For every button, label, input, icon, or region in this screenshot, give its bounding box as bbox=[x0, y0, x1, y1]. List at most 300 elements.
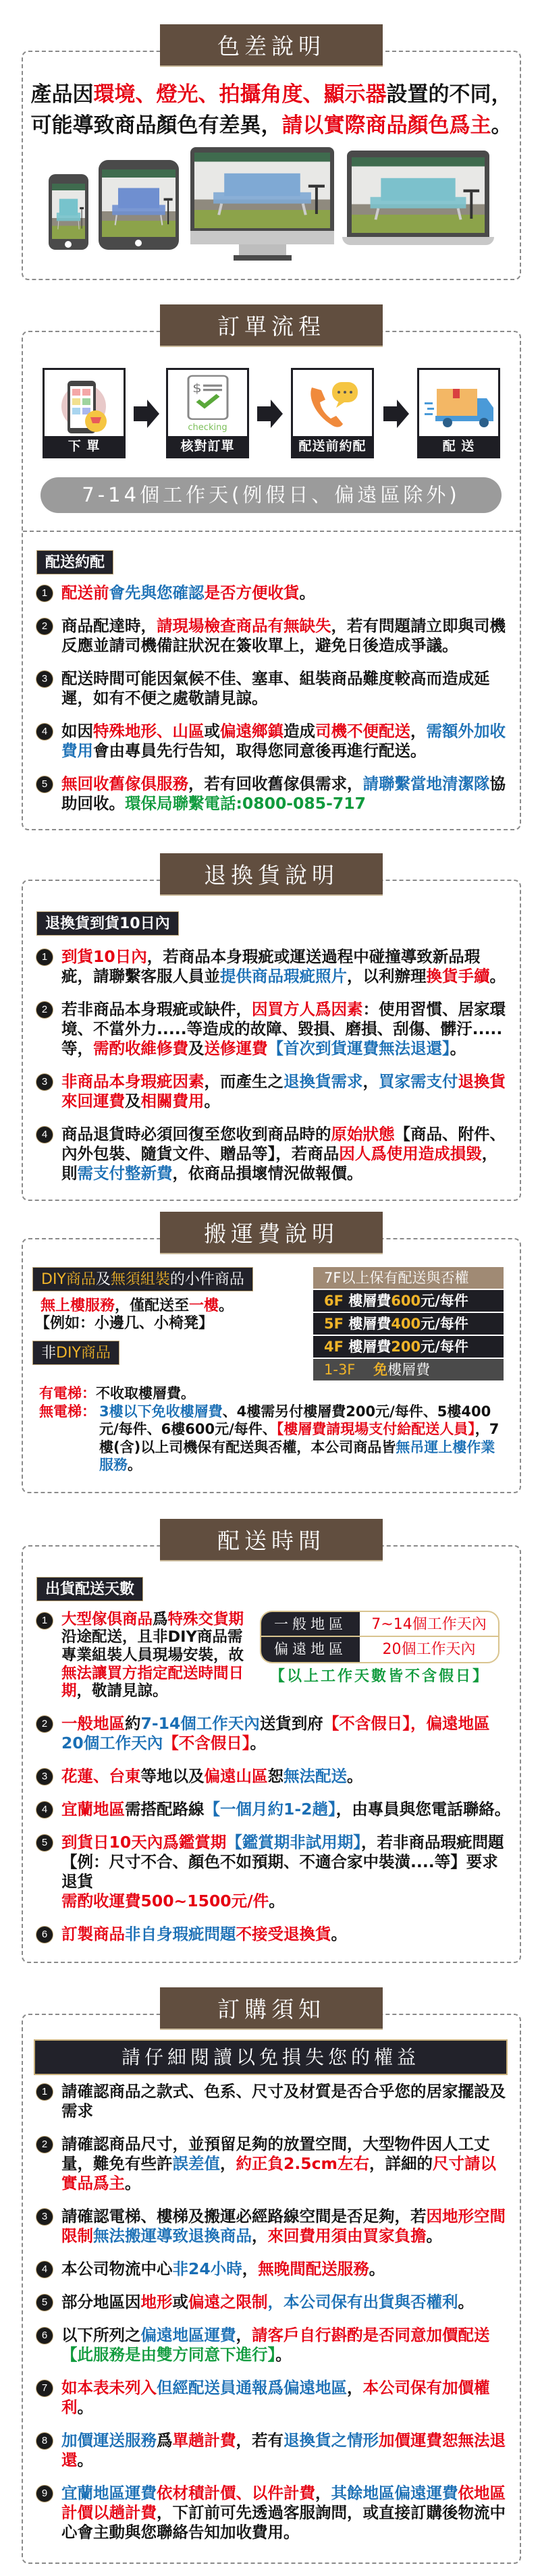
item-text bbox=[61, 1925, 511, 1944]
text-segment: ，若有回收舊傢俱需求， bbox=[188, 774, 363, 793]
text-segment: 設置的不同， bbox=[386, 82, 512, 107]
order-notice-box bbox=[22, 1996, 521, 2564]
text-segment: 本公司保有加價權利 bbox=[61, 2378, 490, 2417]
text-segment: 無法搬運導致退換商品 bbox=[93, 2226, 252, 2246]
list-item bbox=[36, 1714, 511, 1753]
item-text bbox=[61, 2135, 511, 2193]
item-text bbox=[61, 774, 511, 813]
text-segment: 如因 bbox=[61, 722, 93, 741]
text-segment: 依地區計價以趟計費 bbox=[61, 2484, 506, 2523]
text-segment: 大型傢俱商品 bbox=[61, 1610, 153, 1628]
text-segment: 無法讓買方指定配送時間日期 bbox=[61, 1664, 244, 1700]
text-segment: DIY商品 bbox=[56, 1345, 111, 1362]
list-item bbox=[36, 2431, 511, 2470]
text-segment: 配送前 bbox=[61, 583, 109, 602]
free-badge: 免 bbox=[373, 1362, 388, 1378]
region-column bbox=[260, 1611, 500, 1701]
item-number: 3 bbox=[36, 671, 53, 687]
delivery-truck-icon bbox=[423, 386, 496, 431]
text-segment: 。 bbox=[299, 583, 315, 602]
text-segment: ，7樓(含)以上司機保有配送與否權，本公司商品皆 bbox=[99, 1421, 500, 1455]
item-text bbox=[61, 722, 511, 761]
text-segment: 原始狀態 bbox=[331, 1125, 395, 1144]
floor: 1-3F bbox=[324, 1362, 356, 1378]
text-segment: 送貨到府 bbox=[259, 1714, 323, 1734]
text-segment: 爲 bbox=[157, 2431, 173, 2450]
floor-fee-row bbox=[313, 1290, 504, 1312]
text-segment: 。 bbox=[219, 1297, 234, 1314]
regions-note: 【以上工作天數皆不含假日】 bbox=[269, 1667, 489, 1685]
device-images bbox=[23, 147, 520, 265]
list-item bbox=[36, 669, 511, 708]
text-segment: 因買方人爲因素 bbox=[252, 1000, 363, 1019]
text-segment: 一樓 bbox=[189, 1297, 219, 1314]
text-segment: 【鑑賞期非試用期】 bbox=[226, 1833, 361, 1852]
text-segment: 無晚間配送服務 bbox=[258, 2259, 369, 2279]
text-segment: 請確認電梯、樓梯及搬運必經路線空間是否足夠，若 bbox=[61, 2207, 427, 2226]
region-name: 偏遠地區 bbox=[261, 1637, 360, 1662]
text-segment: 換貨手續 bbox=[426, 967, 490, 986]
appointment-section bbox=[23, 532, 520, 813]
list-item bbox=[36, 1800, 511, 1819]
elevator-label: 有電梯： bbox=[39, 1385, 96, 1401]
tablet-device-image bbox=[99, 160, 179, 250]
text-segment: 。 bbox=[369, 2259, 385, 2279]
text-segment: ，則 bbox=[61, 1144, 498, 1183]
text-segment: 無須組裝 bbox=[110, 1271, 170, 1288]
returns-title: 退換貨說明 bbox=[160, 853, 383, 896]
order-notice-banner: 請仔細閱讀以免損失您的權益 bbox=[34, 2039, 508, 2075]
text-segment: ，而產生之 bbox=[204, 1072, 284, 1091]
carry-fee-box bbox=[22, 1220, 521, 1493]
text-segment: 到貨10日內 bbox=[61, 947, 147, 966]
color-note-line bbox=[23, 79, 520, 110]
text-segment: ，以利辦理 bbox=[347, 967, 427, 986]
list-item bbox=[36, 1072, 511, 1111]
returns-label: 退換貨到貨10日內 bbox=[36, 911, 179, 936]
text-segment: 但經配送員通報爲偏遠地區 bbox=[157, 2378, 347, 2398]
text-segment: ，僅配送至 bbox=[115, 1297, 190, 1314]
text-segment: 偏遠之限制 bbox=[188, 2292, 268, 2312]
text-segment: 一般地區 bbox=[61, 1714, 125, 1734]
text-segment: 需搭配路線 bbox=[125, 1800, 205, 1819]
delivery-time-box bbox=[22, 1527, 521, 1964]
floor-fee-row bbox=[313, 1313, 504, 1335]
text-segment: 或 bbox=[172, 2292, 188, 2312]
delivery-time-list bbox=[23, 1714, 520, 1944]
text-segment: 。 bbox=[125, 2174, 141, 2193]
item-number: 5 bbox=[36, 1835, 53, 1851]
text-segment: 爲 bbox=[153, 1610, 168, 1628]
item-number: 5 bbox=[36, 2295, 53, 2311]
item-number: 4 bbox=[36, 1802, 53, 1818]
fee-label: 樓層費 bbox=[348, 1339, 392, 1355]
text-segment: 產品因 bbox=[30, 82, 94, 107]
text-segment: 訂製商品 bbox=[61, 1925, 125, 1944]
fee-amount: 200 bbox=[391, 1339, 421, 1355]
checking-text: checking bbox=[188, 423, 227, 433]
color-note-line bbox=[23, 110, 520, 141]
text-segment: 商品配達時， bbox=[61, 616, 157, 635]
text-segment: 特殊交貨期 bbox=[167, 1610, 244, 1628]
carry-fee-title: 搬運費說明 bbox=[160, 1212, 383, 1254]
list-item bbox=[36, 583, 511, 603]
diy-text bbox=[32, 1297, 313, 1315]
phone-cart-icon bbox=[57, 375, 112, 436]
elevator-row bbox=[39, 1385, 520, 1403]
text-segment: 會先與您確認 bbox=[109, 583, 205, 602]
text-segment: 3樓以下免收樓層費 bbox=[99, 1403, 223, 1420]
sofa-photo bbox=[102, 169, 176, 237]
text-segment: 【一個月約1-2趟】 bbox=[204, 1800, 336, 1819]
arrow-right-icon bbox=[383, 400, 410, 428]
text-segment: DIY商品 bbox=[41, 1271, 96, 1288]
item-text bbox=[61, 1800, 511, 1819]
list-item bbox=[36, 2326, 511, 2365]
text-segment: 請現場檢查商品有無缺失 bbox=[157, 616, 331, 635]
text-segment: 送修運費 bbox=[204, 1039, 268, 1058]
region-row bbox=[261, 1612, 498, 1637]
region-days: 7~14個工作天內 bbox=[371, 1615, 487, 1633]
text-segment: 非 bbox=[41, 1345, 57, 1362]
laptop-device-image bbox=[342, 151, 494, 246]
text-segment: 不接受退換貨 bbox=[236, 1925, 331, 1944]
item-text bbox=[61, 2378, 511, 2417]
list-item bbox=[36, 1611, 246, 1701]
text-segment: 【樓層費請現場支付給配送人員】 bbox=[276, 1421, 475, 1437]
fee-amount: 400 bbox=[391, 1316, 421, 1332]
text-segment: 相關費用 bbox=[140, 1092, 205, 1110]
non-diy-label bbox=[32, 1341, 119, 1365]
text-segment: 。 bbox=[77, 2450, 93, 2470]
text-segment: 偏遠地區運費 bbox=[140, 2326, 236, 2345]
duration-pill: 7-14個工作天(例假日、偏遠區除外) bbox=[40, 477, 502, 513]
list-item bbox=[36, 2292, 511, 2312]
fee-unit: 元/每件 bbox=[421, 1339, 468, 1355]
item-number: 7 bbox=[36, 2380, 53, 2396]
step-place-order bbox=[43, 368, 126, 458]
text-segment: 及 bbox=[95, 1271, 111, 1288]
text-segment: ，下訂前可先透過客服詢問，或直接訂購後物流中心會主動與您聯絡告知加收費用。 bbox=[61, 2503, 506, 2542]
text-segment: 特殊地形、山區 bbox=[93, 722, 205, 741]
item-number: 4 bbox=[36, 1127, 53, 1143]
item-text bbox=[61, 2207, 511, 2246]
item-text bbox=[61, 1611, 246, 1701]
list-item bbox=[36, 1925, 511, 1944]
item-number: 3 bbox=[36, 2209, 53, 2225]
item-number: 2 bbox=[36, 2137, 53, 2153]
text-segment: 恕 bbox=[267, 1767, 284, 1786]
first-item-column bbox=[23, 1611, 260, 1701]
text-segment: 誤差值 bbox=[172, 2154, 220, 2174]
text-segment: ， bbox=[242, 2259, 259, 2279]
no-elevator-label: 無電梯： bbox=[39, 1403, 96, 1420]
text-segment: ， bbox=[347, 2378, 363, 2398]
text-segment: 宜蘭地區運費 bbox=[61, 2484, 157, 2503]
text-segment: 非24小時 bbox=[172, 2259, 242, 2279]
text-segment: 的小件商品 bbox=[169, 1271, 244, 1288]
item-number: 1 bbox=[36, 1613, 53, 1629]
order-flow-box bbox=[22, 313, 521, 830]
text-segment: 如本表未列入 bbox=[61, 2378, 157, 2398]
text-segment: 。 bbox=[458, 2292, 474, 2312]
text-segment: 無吊運上樓作業服務 bbox=[99, 1439, 495, 1473]
text-segment: ，本公司保有出貨與否權利 bbox=[267, 2292, 458, 2312]
floor-fee-row bbox=[313, 1336, 504, 1358]
diy-label bbox=[32, 1267, 253, 1291]
fee-amount: 600 bbox=[391, 1293, 421, 1309]
text-segment: 、4樓需另付樓層費200元/每件、5樓400元/每件、6樓600元/每件、 bbox=[99, 1403, 491, 1437]
fee-unit: 元/每件 bbox=[421, 1293, 468, 1309]
region-name: 一般地區 bbox=[261, 1612, 360, 1636]
text-segment: 其餘地區偏遠運費 bbox=[331, 2484, 458, 2503]
region-days: 20個工作天內 bbox=[382, 1640, 476, 1658]
text-segment: 加價運送服務 bbox=[61, 2431, 157, 2450]
text-segment: 到貨日10天內爲鑑賞期 bbox=[61, 1833, 227, 1852]
arrow-right-icon bbox=[257, 400, 284, 428]
text-segment: 。 bbox=[128, 1457, 142, 1473]
item-number: 2 bbox=[36, 1002, 53, 1018]
text-segment: 加價運費恕無法退還 bbox=[61, 2431, 506, 2470]
step-label: 配 送 bbox=[419, 436, 498, 456]
item-number: 8 bbox=[36, 2433, 53, 2449]
item-number: 1 bbox=[36, 585, 53, 601]
text-segment: 需支付整新費 bbox=[77, 1164, 173, 1183]
item-text bbox=[61, 2082, 511, 2121]
delivery-time-top bbox=[23, 1611, 520, 1701]
step-appointment bbox=[291, 368, 374, 458]
order-flow-title: 訂單流程 bbox=[160, 304, 383, 347]
returns-box bbox=[22, 862, 521, 1201]
item-text bbox=[61, 2326, 511, 2365]
sofa-photo bbox=[194, 153, 330, 228]
text-segment: ：使用習慣、居家環境、不當外力.....等造成的故障、毀損、磨損、刮傷、髒汙.....等， bbox=[61, 1000, 506, 1058]
fee-label: 樓層費 bbox=[387, 1362, 431, 1378]
text-segment: 或 bbox=[204, 722, 220, 741]
carry-fee-top bbox=[23, 1267, 520, 1382]
text-segment: 是否方便收貨 bbox=[204, 583, 300, 602]
delivery-days-label: 出貨配送天數 bbox=[36, 1577, 143, 1601]
list-item bbox=[36, 722, 511, 761]
item-number: 2 bbox=[36, 1716, 53, 1732]
checking-notepad-icon bbox=[186, 373, 230, 421]
text-segment: 無法配送 bbox=[284, 1767, 347, 1786]
item-text bbox=[61, 2431, 511, 2470]
item-text bbox=[61, 1833, 511, 1911]
order-notice-list bbox=[23, 2082, 520, 2542]
text-segment: 【此服務是由雙方同意下進行】 bbox=[61, 2345, 276, 2365]
list-item bbox=[36, 1833, 511, 1911]
text-segment: 協助回收。 bbox=[61, 774, 506, 813]
item-text bbox=[61, 669, 511, 708]
text-segment: 【不含假日】 bbox=[163, 1734, 250, 1753]
text-segment: 請客戶自行斟酌是否同意加價配送 bbox=[252, 2326, 490, 2345]
text-segment: ， bbox=[362, 1072, 379, 1091]
phone-device-image bbox=[49, 174, 88, 250]
text-segment: 7-14個工作天內 bbox=[140, 1714, 260, 1734]
text-segment: 。 bbox=[347, 1767, 363, 1786]
color-note-title: 色差說明 bbox=[160, 24, 383, 67]
item-text bbox=[61, 1714, 511, 1753]
text-segment: 約正負2.5cm左右 bbox=[236, 2154, 370, 2174]
text-segment: 無上樓服務 bbox=[40, 1297, 115, 1314]
order-notice-title: 訂購須知 bbox=[160, 1987, 383, 2030]
text-segment: 配送時間可能因氣候不佳、塞車、組裝商品難度較高而造成延遲，如有不便之處敬請見諒。 bbox=[61, 669, 490, 707]
text-segment: 。 bbox=[204, 1092, 220, 1110]
text-segment: ，敬請見諒。 bbox=[76, 1682, 168, 1700]
floor-fee-table bbox=[313, 1267, 504, 1382]
text-segment: 退換貨需求 bbox=[284, 1072, 363, 1091]
text-segment: 尺寸請以實品爲主 bbox=[61, 2154, 497, 2193]
text-segment: ，若有問題請立即與司機反應並請司機備註狀況在簽收單上，避免日後造成爭議。 bbox=[61, 616, 506, 655]
sofa-photo bbox=[52, 184, 85, 239]
text-segment: 【商品、附件、內外包裝、隨貨文件、贈品等】，若商品 bbox=[61, 1125, 506, 1163]
item-number: 6 bbox=[36, 1927, 53, 1943]
returns-list bbox=[36, 947, 520, 1183]
appointment-label: 配送約配 bbox=[36, 550, 113, 574]
text-segment: 。 bbox=[77, 2398, 93, 2417]
step-label: 核對訂單 bbox=[168, 436, 247, 456]
text-segment: 因地形空間限制 bbox=[61, 2207, 506, 2246]
list-item bbox=[36, 2135, 511, 2193]
list-item bbox=[36, 2259, 511, 2279]
list-item bbox=[36, 2378, 511, 2417]
text-segment: 因人爲使用造成損毀 bbox=[339, 1144, 482, 1163]
item-number: 4 bbox=[36, 724, 53, 740]
floor-fee-free-row bbox=[313, 1359, 504, 1380]
color-note-box bbox=[22, 33, 521, 280]
text-segment: 及 bbox=[125, 1092, 141, 1110]
item-text bbox=[61, 1125, 511, 1183]
no-elevator-text bbox=[99, 1403, 508, 1474]
list-item bbox=[36, 1000, 511, 1058]
text-segment: 若非商品本身瑕疵或缺件， bbox=[61, 1000, 252, 1019]
item-number: 1 bbox=[36, 949, 53, 965]
delivery-time-title: 配送時間 bbox=[160, 1519, 383, 1561]
item-text bbox=[61, 947, 511, 986]
item-text bbox=[61, 583, 511, 603]
order-flow-steps bbox=[23, 332, 520, 532]
text-segment: 單趟計費 bbox=[172, 2431, 236, 2450]
item-number: 5 bbox=[36, 776, 53, 793]
text-segment: 提供商品瑕疵照片 bbox=[220, 967, 347, 986]
text-segment: ， bbox=[236, 2326, 252, 2345]
arrow-right-icon bbox=[134, 400, 161, 428]
text-segment: 買家需支付 bbox=[379, 1072, 458, 1091]
text-segment: ，詳細的 bbox=[369, 2154, 433, 2174]
text-segment: 來回費用須由買家負擔 bbox=[267, 2226, 427, 2246]
floor: 6F bbox=[324, 1293, 344, 1309]
diy-column bbox=[23, 1267, 313, 1382]
floor: 5F bbox=[324, 1316, 344, 1332]
list-item bbox=[36, 774, 511, 813]
text-segment: 需酌收運費500~1500元/件 bbox=[61, 1891, 269, 1911]
item-text bbox=[61, 2259, 511, 2279]
step-delivery bbox=[417, 368, 500, 458]
list-item bbox=[36, 2082, 511, 2121]
text-segment: 宜蘭地區 bbox=[61, 1800, 125, 1819]
text-segment: 。 bbox=[275, 2345, 292, 2365]
text-segment: 約 bbox=[125, 1714, 141, 1734]
item-text bbox=[61, 2292, 511, 2312]
item-number: 2 bbox=[36, 618, 53, 635]
text-segment: 依材積計價、以件計費 bbox=[157, 2484, 315, 2503]
item-text bbox=[61, 1000, 511, 1058]
list-item bbox=[36, 2207, 511, 2246]
step-check-order bbox=[166, 368, 249, 458]
text-segment: 。 bbox=[426, 2226, 442, 2246]
text-segment: 及 bbox=[188, 1039, 205, 1058]
item-text bbox=[61, 616, 511, 655]
region-days-table bbox=[260, 1611, 500, 1663]
floor-fee-header: 7F以上保有配送與否權 bbox=[313, 1267, 504, 1289]
text-segment: 請確認商品尺寸，並預留足夠的放置空間，大型物件因人工丈量，難免有些許 bbox=[61, 2135, 490, 2174]
item-number: 3 bbox=[36, 1769, 53, 1785]
text-segment: 花蓮、台東 bbox=[61, 1767, 141, 1786]
text-segment: ，若有 bbox=[236, 2431, 284, 2450]
appointment-list bbox=[36, 583, 520, 813]
list-item bbox=[36, 1125, 511, 1183]
region-row bbox=[261, 1637, 498, 1662]
fee-label: 樓層費 bbox=[348, 1293, 392, 1309]
text-segment: 【不含假日】，偏遠地區 bbox=[323, 1714, 490, 1734]
text-segment: 司機不便配送 bbox=[315, 722, 410, 741]
text-segment: 【首次到貨運費無法退還】 bbox=[267, 1039, 450, 1058]
text-segment: 。 bbox=[489, 967, 506, 986]
fee-unit: 元/每件 bbox=[421, 1316, 468, 1332]
floor: 4F bbox=[324, 1339, 344, 1355]
text-segment: 本公司物流中心 bbox=[61, 2259, 173, 2279]
text-segment: 20個工作天內 bbox=[61, 1734, 163, 1753]
text-segment: 退換貨來回運費 bbox=[61, 1072, 506, 1110]
text-segment: 造成 bbox=[284, 722, 315, 741]
text-segment: 以下所列之 bbox=[61, 2326, 141, 2345]
list-item bbox=[36, 616, 511, 655]
text-segment: 部分地區因 bbox=[61, 2292, 141, 2312]
text-segment: 需額外加收費用 bbox=[61, 722, 506, 760]
text-segment: ， bbox=[220, 2154, 236, 2174]
text-segment: 環境、燈光、拍攝角度、顯示器 bbox=[93, 82, 387, 107]
text-segment: 環保局聯繫電話:0800-085-717 bbox=[125, 794, 366, 813]
elevator-text: 不收取樓層費。 bbox=[96, 1385, 195, 1401]
text-segment: 無回收舊傢俱服務 bbox=[61, 774, 188, 793]
phone-call-icon bbox=[306, 379, 360, 433]
step-label: 下 單 bbox=[45, 436, 124, 456]
text-segment: 退換貨之情形 bbox=[284, 2431, 379, 2450]
text-segment: 偏遠山區 bbox=[204, 1767, 268, 1786]
list-item bbox=[36, 947, 511, 986]
diy-example: 【例如：小邊几、小椅凳】 bbox=[35, 1315, 214, 1332]
text-segment: 沿途配送，且非DIY商品需專業組裝人員現場安裝，故 bbox=[61, 1628, 244, 1664]
text-segment: 。 bbox=[331, 1925, 347, 1944]
list-item bbox=[36, 2484, 511, 2542]
item-number: 3 bbox=[36, 1074, 53, 1090]
text-segment: ，由專員與您電話聯絡。 bbox=[335, 1800, 511, 1819]
text-segment: 可能導致商品顏色有差異， bbox=[30, 113, 282, 138]
text-segment: 。 bbox=[250, 1734, 266, 1753]
item-number: 6 bbox=[36, 2328, 53, 2344]
text-segment: ， bbox=[315, 2484, 331, 2503]
list-item bbox=[36, 1767, 511, 1786]
fee-label: 樓層費 bbox=[348, 1316, 392, 1332]
text-segment: 會由專員先行告知，取得您同意後再進行配送。 bbox=[93, 741, 427, 760]
sofa-photo bbox=[352, 157, 485, 233]
text-segment: 非商品本身瑕疵因素 bbox=[61, 1072, 205, 1091]
item-number: 4 bbox=[36, 2261, 53, 2278]
text-segment: ， bbox=[410, 722, 427, 741]
text-segment: ，依商品損壞情況做報價。 bbox=[172, 1164, 363, 1183]
svg-text:$: $ bbox=[192, 381, 202, 396]
